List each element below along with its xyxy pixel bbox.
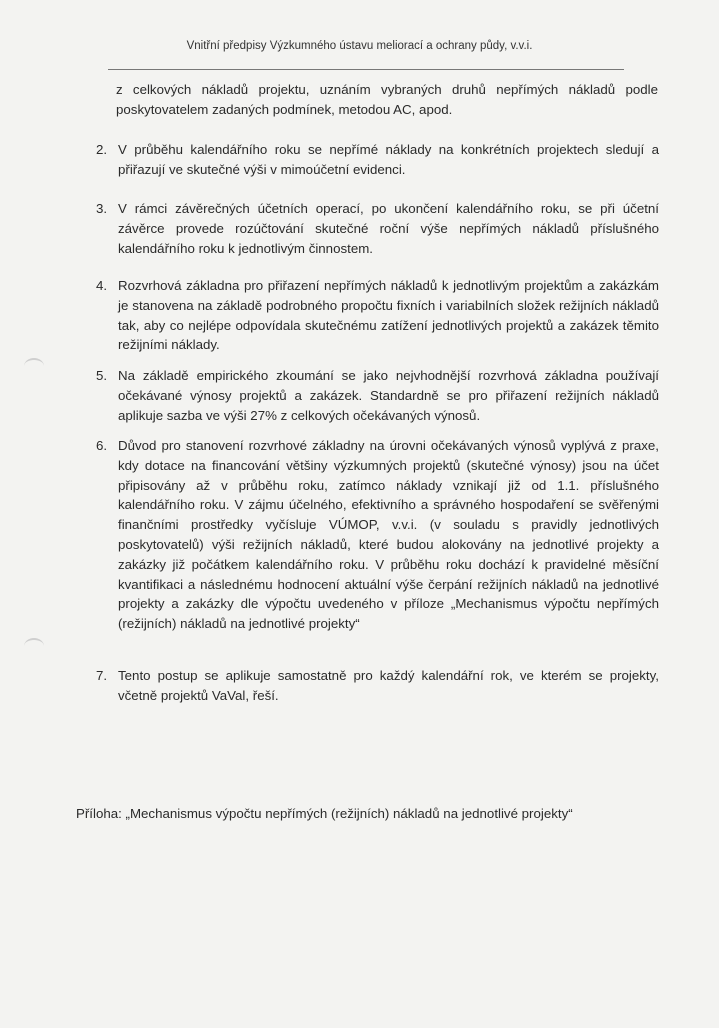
list-item-6: [96, 436, 659, 634]
list-number: 5.: [96, 368, 108, 383]
list-number: 4.: [96, 278, 108, 293]
list-item-2: [96, 140, 659, 180]
header-rule: [108, 69, 624, 70]
continuation-text: z celkových nákladů projektu, uznáním vybraných druhů nepřímých nákladů podle poskytovatelem zadaných podmínek, metodou AC, apod.: [116, 82, 658, 117]
list-text: Důvod pro stanovení rozvrhové základny na úrovni očekávaných výnosů vyplývá z praxe, kdy dotace na financování většiny výzkumných projektů (skutečné výnosy) jsou na účet připisovány až v průběhu roku, zatímco náklady vznikají již od 1.1. příslušného kalendářního roku. V zájmu účelného, efektivního a správného hospodaření se svěřenými finančními prostředky vyčísluje VÚMOP, v.v.i. (v souladu s pravidly jednotlivých poskytovatelů) výši režijních nákladů, které budou alokovány na jednotlivé projekty a zakázky již počátkem kalendářního roku. V průběhu roku dochází k pravidelné měsíční kvantifikaci a následnému hodnocení aktuální výše čerpání režijních nákladů na jednotlivé projekty a zakázky dle výpočtu uvedeného v příloze „Mechanismus výpočtu nepřímých (režijních) nákladů na jednotlivé projekty“: [118, 438, 659, 632]
annex-reference: Příloha: „Mechanismus výpočtu nepřímých (režijních) nákladů na jednotlivé projekty“: [76, 806, 573, 821]
list-text: Tento postup se aplikuje samostatně pro každý kalendářní rok, ve kterém se projekty, včetně projektů VaVal, řeší.: [118, 668, 659, 703]
list-text: V rámci závěrečných účetních operací, po ukončení kalendářního roku, se při účetní závěrce provede rozúčtování skutečné roční výše nepřímých nákladů příslušného kalendářního roku k jednotlivým činnostem.: [118, 201, 659, 256]
continuation-paragraph: [116, 80, 658, 120]
list-item-7: [96, 666, 659, 706]
punch-hole-mark: [24, 638, 44, 654]
list-number: 6.: [96, 438, 108, 453]
list-text: Na základě empirického zkoumání se jako nejvhodnější rozvrhová základna používají očekávané výnosy projektů a zakázek. Standardně se pro přiřazení režijních nákladů aplikuje sazba ve výši 27% z celkových očekávaných výnosů.: [118, 368, 659, 423]
list-item-4: [96, 276, 659, 355]
list-number: 3.: [96, 201, 108, 216]
list-item-3: [96, 199, 659, 258]
page-header: Vnitřní předpisy Výzkumného ústavu meliorací a ochrany půdy, v.v.i.: [186, 40, 533, 52]
list-text: V průběhu kalendářního roku se nepřímé náklady na konkrétních projektech sledují a přiřazují ve skutečné výši v mimoúčetní evidenci.: [118, 142, 659, 177]
list-number: 2.: [96, 142, 108, 157]
list-text: Rozvrhová základna pro přiřazení nepřímých nákladů k jednotlivým projektům a zakázkám je stanovena na základě podrobného propočtu fixních i variabilních složek režijních nákladů tak, aby co nejlépe odpovídala skutečnému zatížení jednotlivých projektů a zakázek těmito režijními náklady.: [118, 278, 659, 353]
punch-hole-mark: [24, 358, 44, 374]
list-item-5: [96, 366, 659, 425]
list-number: 7.: [96, 668, 108, 683]
